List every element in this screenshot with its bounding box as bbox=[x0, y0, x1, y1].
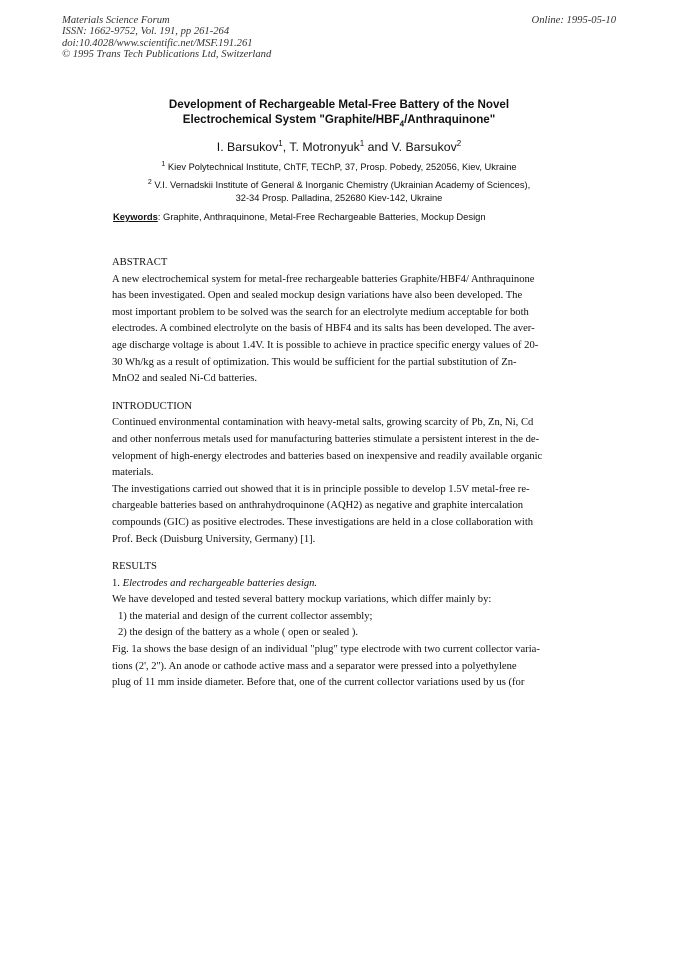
keywords-text: : Graphite, Anthraquinone, Metal-Free Rechargeable Batteries, Mockup Design bbox=[157, 211, 486, 222]
title-line-2 bbox=[60, 112, 618, 131]
author-3: V. Barsukov bbox=[391, 140, 457, 155]
online-date: Online: 1995-05-10 bbox=[531, 15, 616, 26]
introduction-heading: INTRODUCTION bbox=[112, 400, 193, 412]
intro-line: Continued environmental contamination with heavy-metal salts, growing scarcity of Pb, Zn, Ni, Cd bbox=[112, 417, 534, 429]
intro-line: The investigations carried out showed that it is in principle possible to develop 1.5V metal-free re- bbox=[112, 483, 530, 495]
intro-line: Prof. Beck (Duisburg University, Germany) [1]. bbox=[112, 533, 316, 545]
affiliation-2-text: V.I. Vernadskii Institute of General & Inorganic Chemistry (Ukrainian Academy of Sciences), bbox=[154, 180, 531, 191]
affiliation-1 bbox=[50, 158, 628, 174]
author-2: T. Motronyuk bbox=[289, 140, 360, 155]
affiliation-2-marker: 2 bbox=[147, 179, 152, 186]
results-line: plug of 11 mm inside diameter. Before that, one of the current collector variations used by us (for bbox=[112, 677, 525, 689]
affiliation-2-address: 32-34 Prosp. Palladina, 252680 Kiev-142, Ukraine bbox=[235, 193, 443, 204]
affiliation-1-text: Kiev Polytechnical Institute, ChTF, TEChP, 37, Prosp. Pobedy, 252056, Kiev, Ukraine bbox=[167, 162, 517, 173]
results-line: We have developed and tested several battery mockup variations, which differ mainly by: bbox=[112, 594, 492, 606]
intro-line: velopment of high-energy electrodes and batteries based on inexpensive and readily available organic bbox=[112, 450, 543, 462]
results-list-item: 2) the design of the battery as a whole ( open or sealed ). bbox=[118, 627, 359, 639]
results-list-item: 1) the material and design of the current collector assembly; bbox=[118, 610, 373, 622]
title-line-2-part-b: /Anthraquinone" bbox=[404, 113, 496, 126]
results-subheading bbox=[112, 576, 560, 593]
abstract-heading: ABSTRACT bbox=[112, 257, 168, 268]
abstract-line: has been investigated. Open and sealed mockup design variations have also been developed. The bbox=[112, 290, 523, 302]
affiliation-1-marker: 1 bbox=[161, 161, 166, 168]
title-line-2-part-a: Electrochemical System "Graphite/HBF bbox=[182, 113, 400, 126]
author-sep: , bbox=[282, 140, 290, 155]
journal-doi[interactable]: doi:10.4028/www.scientific.net/MSF.191.261 bbox=[62, 37, 253, 49]
journal-name: Materials Science Forum bbox=[62, 15, 170, 26]
results-heading: RESULTS bbox=[112, 561, 157, 573]
journal-copyright: © 1995 Trans Tech Publications Ltd, Switzerland bbox=[62, 49, 272, 61]
intro-line: chargeable batteries based on anthrahydroquinone (AQH2) as negative and graphite intercalation bbox=[112, 500, 524, 512]
journal-issn: ISSN: 1662-9752, Vol. 191, pp 261-264 bbox=[62, 26, 230, 38]
paper-body bbox=[112, 255, 560, 692]
keywords bbox=[113, 211, 618, 222]
author-2-affil: 1 bbox=[359, 139, 365, 148]
paper-title bbox=[60, 97, 618, 131]
intro-line: and other nonferrous metals used for manufacturing batteries stimulate a persistent interest in the de- bbox=[112, 433, 540, 445]
abstract-line: A new electrochemical system for metal-free rechargeable batteries Graphite/HBF4/ Anthraquinone bbox=[112, 273, 535, 285]
affiliation-2 bbox=[50, 176, 628, 205]
abstract-line: age discharge voltage is about 1.4V. It is possible to achieve in practice specific energy values of 20- bbox=[112, 339, 539, 351]
keywords-label: Keywords bbox=[113, 211, 158, 222]
results-line: tions (2', 2''). An anode or cathode active mass and a separator were pressed into a polyethylene bbox=[112, 660, 517, 672]
results-line: Fig. 1a shows the base design of an individual "plug" type electrode with two current collector varia- bbox=[112, 644, 540, 656]
abstract-line: MnO2 and sealed Ni-Cd batteries. bbox=[112, 373, 258, 385]
abstract-line: most important problem to be solved was the search for an electrolyte medium acceptable for both bbox=[112, 306, 529, 318]
intro-line: materials. bbox=[112, 467, 154, 479]
intro-line: compounds (GIC) as positive electrodes. These investigations are held in a close collaboration with bbox=[112, 516, 534, 528]
author-and: and bbox=[364, 140, 392, 155]
abstract-line: 30 Wh/kg as a result of optimization. This would be sufficient for the partial substitution of Zn- bbox=[112, 356, 517, 368]
abstract-line: electrodes. A combined electrolyte on the basis of HBF4 and its salts has been developed. The aver- bbox=[112, 323, 535, 335]
results-sub-number: 1. bbox=[112, 577, 123, 589]
title-subscript: 4 bbox=[399, 119, 405, 129]
results-sub-title: Electrodes and rechargeable batteries design. bbox=[122, 577, 318, 589]
author-3-affil: 2 bbox=[456, 139, 462, 148]
authors bbox=[60, 139, 618, 154]
title-line-1: Development of Rechargeable Metal-Free Battery of the Novel bbox=[168, 98, 510, 111]
author-1-affil: 1 bbox=[278, 139, 283, 148]
journal-header bbox=[62, 15, 616, 61]
author-1: I. Barsukov bbox=[216, 140, 279, 155]
